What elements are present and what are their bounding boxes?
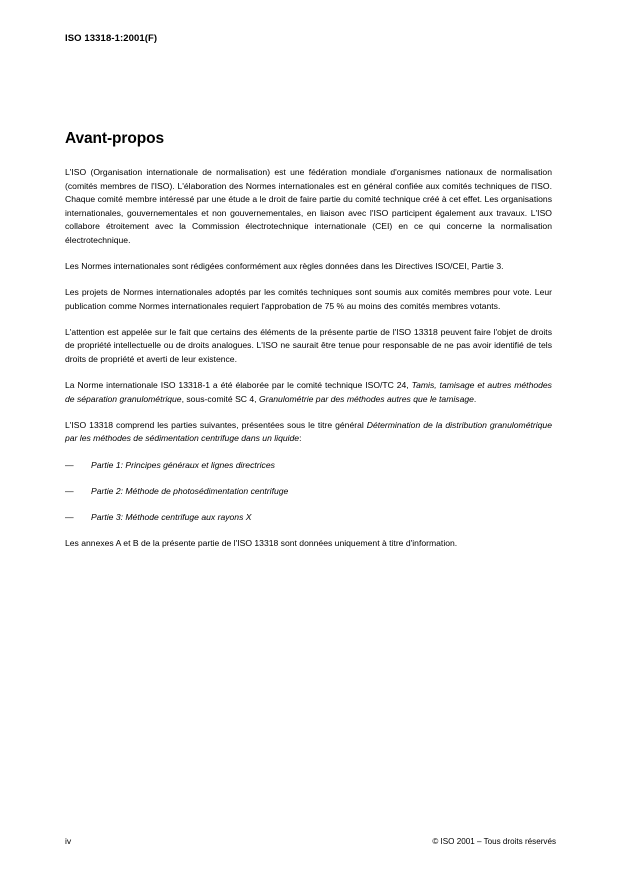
list-item-label: Partie 1: Principes généraux et lignes directrices <box>91 459 275 470</box>
paragraph-iso-intro: L'ISO (Organisation internationale de normalisation) est une fédération mondiale d'organismes nationaux de normalisation (comités membres de l'ISO). L'élaboration des Normes internationales est en général confiée aux comités techniques de l'ISO. Chaque comité membre intéressé par une étude a le droit de faire partie du comité technique créé à cet effet. Les organisations internationales, gouvernementales et non gouvernementales, en liaison avec l'ISO participent également aux travaux. L'ISO collabore étroitement avec la Commission électrotechnique internationale (CEI) en ce qui concerne la normalisation électrotechnique. <box>65 167 552 245</box>
list-item <box>65 485 552 499</box>
list-item <box>65 511 552 525</box>
paragraph-annexes: Les annexes A et B de la présente partie de l'ISO 13318 sont données uniquement à titre d'information. <box>65 537 458 548</box>
committee-text-mid: , sous-comité SC 4, <box>181 393 259 404</box>
paragraph-parts-intro <box>65 419 552 446</box>
footer-copyright: © ISO 2001 – Tous droits réservés <box>432 837 556 846</box>
em-dash-marker: — <box>65 459 74 470</box>
list-item-label: Partie 2: Méthode de photosédimentation centrifuge <box>91 485 289 496</box>
list-item <box>65 459 552 473</box>
parts-text-pre: L'ISO 13318 comprend les parties suivantes, présentées sous le titre général <box>65 419 367 430</box>
parts-text-post: : <box>299 433 302 444</box>
page-header-doc-ref: ISO 13318-1:2001(F) <box>65 33 158 44</box>
committee-sc-title: Granulométrie par des méthodes autres que le tamisage <box>258 393 474 404</box>
paragraph-voting: Les projets de Normes internationales adoptés par les comités techniques sont soumis aux comités membres pour vote. Leur publication comme Normes internationales requiert l'approbation de 75 % au moins des comités membres votants. <box>65 287 552 311</box>
page-number: iv <box>65 836 72 846</box>
committee-tc-title: Tamis, tamisage et autres méthodes de séparation granulométrique <box>65 380 552 404</box>
page-content <box>65 130 552 550</box>
paragraph-patent-rights: L'attention est appelée sur le fait que certains des éléments de la présente partie de l'ISO 13318 peuvent faire l'objet de droits de propriété intellectuelle ou de droits analogues. L'ISO ne saurait être tenue pour responsable de ne pas avoir identifié de tels droits de propriété et averti de leur existence. <box>65 326 552 365</box>
committee-text-pre: La Norme internationale ISO 13318-1 a été élaborée par le comité technique ISO/TC 24, <box>65 380 412 391</box>
paragraph-directives: Les Normes internationales sont rédigées conformément aux règles données dans les Directives ISO/CEI, Partie 3. <box>65 261 504 272</box>
parts-general-title: Détermination de la distribution granulométrique par les méthodes de sédimentation centrifuge dans un liquide <box>65 419 552 444</box>
list-item-label: Partie 3: Méthode centrifuge aux rayons X <box>91 511 252 522</box>
paragraph-committee <box>65 379 552 406</box>
em-dash-marker: — <box>65 511 74 522</box>
committee-text-post: . <box>473 393 477 404</box>
section-title: Avant-propos <box>65 130 164 147</box>
em-dash-marker: — <box>65 485 74 496</box>
